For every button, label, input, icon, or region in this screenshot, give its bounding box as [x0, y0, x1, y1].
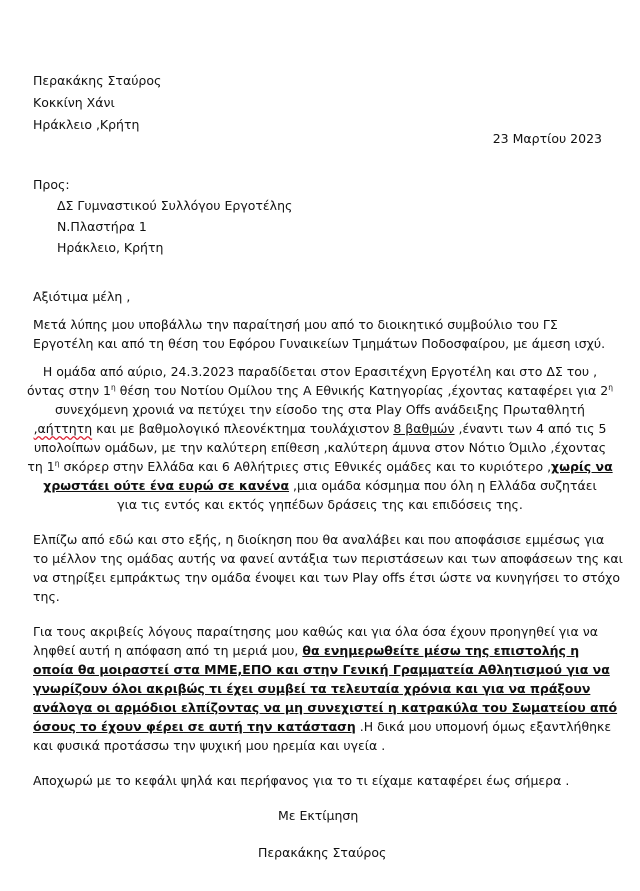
p4-line-2: ληφθεί αυτή η απόφαση από τη μεριά μου, θα ενημερωθείτε μέσω της επιστολής η — [33, 643, 580, 658]
p2-line-3: συνεχόμενη χρονιά να πετύχει την είσοδο της στα Play Offs ανάδειξης Πρωταθλητή — [55, 402, 585, 417]
closing: Με Εκτίμηση — [278, 808, 359, 823]
p2-line-5: υπολοίπων ομάδων, με την καλύτερη επίθεση ,καλύτερη άμυνα στον Νότιο Όμιλο ,έχοντας — [33, 440, 607, 455]
p3-line-3: να στηρίξει εμπράκτως την ομάδα ένοψει και των Play offs έτσι ώστε να κυνηγήσει το στόχο — [33, 570, 621, 585]
p4-line-7: και φυσικά προτάσσω την ψυχική μου ηρεμία και υγεία . — [33, 738, 386, 753]
p2-line-6: τη $1^\eta$ σκόρερ στην Ελλάδα και 6 Αθλήτριες στις Εθνικές ομάδες και το κυριότερο ,χωρίς να — [27, 459, 613, 474]
sender-area: Κοκκίνη Χάνι — [33, 95, 115, 110]
p3-line-2: το μέλλον της ομάδας αυτής να φανεί αντάξια των περιστάσεων και των αποφάσεων της και — [33, 551, 623, 566]
signature: Περακάκης Σταύρος — [258, 845, 387, 860]
p2-line-8: για τις εντός και εκτός γηπέδων δράσεις της και επιδόσεις της. — [117, 497, 523, 512]
salutation: Αξιότιμα μέλη , — [33, 289, 131, 304]
p2-line-7: χρωστάει ούτε ένα ευρώ σε κανένα ,μια ομάδα κόσμημα που όλη η Ελλάδα συζητάει — [43, 478, 597, 493]
p2-line-4: ,αήττητη και με βαθμολογικό πλεονέκτημα τουλάχιστον 8 βαθμών ,έναντι των 4 από τις 5 — [33, 421, 607, 436]
recipient-org: ΔΣ Γυμναστικού Συλλόγου Εργοτέλης — [57, 198, 293, 213]
p2-line-2: όντας στην $1^\eta$ θέση του Νοτίου Ομίλου της Α Εθνικής Κατηγορίας ,έχοντας καταφέρει για $2^\eta$ — [27, 383, 613, 398]
letter-date: 23 Μαρτίου 2023 — [492, 131, 602, 146]
p5-line-1: Αποχωρώ με το κεφάλι ψηλά και περήφανος για το τι είχαμε καταφέρει έως σήμερα . — [33, 773, 570, 788]
p4-line-5: ανάλογα οι αρμόδιοι ελπίζοντας να μη συνεχιστεί η κατρακύλα του Σωματείου από — [33, 700, 618, 715]
p1-line-2: Εργοτέλη και από τη θέση του Εφόρου Γυναικείων Τμημάτων Ποδοσφαίρου, με άμεση ισχύ. — [33, 336, 606, 351]
recipient-label: Προς: — [33, 177, 70, 192]
recipient-street: Ν.Πλαστήρα 1 — [57, 219, 147, 234]
p4-line-6: όσους το έχουν φέρει σε αυτή την κατάσταση .Η δικά μου υπομονή όμως εξαντλήθηκε — [33, 719, 612, 734]
p3-line-4: της. — [33, 589, 60, 604]
p4-line-1: Για τους ακριβείς λόγους παραίτησης μου καθώς και για όλα όσα έχουν προηγηθεί για να — [33, 624, 598, 639]
sender-city: Ηράκλειο ,Κρήτη — [33, 117, 140, 132]
p4-line-4: γνωρίζουν όλοι ακριβώς τι έχει συμβεί τα τελευταία χρόνια και για να πράξουν — [33, 681, 591, 696]
p1-line-1: Μετά λύπης μου υποβάλλω την παραίτησή μου από το διοικητικό συμβούλιο του ΓΣ — [33, 317, 558, 332]
sender-name: Περακάκης Σταύρος — [33, 73, 162, 88]
p3-line-1: Ελπίζω από εδώ και στο εξής, η διοίκηση που θα αναλάβει και που αποφάσισε εμμέσως για — [33, 532, 605, 547]
p4-line-3: οποία θα μοιραστεί στα ΜΜΕ,ΕΠΟ και στην Γενική Γραμματεία Αθλητισμού για να — [33, 662, 610, 677]
p2-line-1: Η ομάδα από αύριο, 24.3.2023 παραδίδεται στον Ερασιτέχνη Εργοτέλη και στο ΔΣ του , — [42, 364, 598, 379]
recipient-city: Ηράκλειο, Κρήτη — [57, 240, 164, 255]
